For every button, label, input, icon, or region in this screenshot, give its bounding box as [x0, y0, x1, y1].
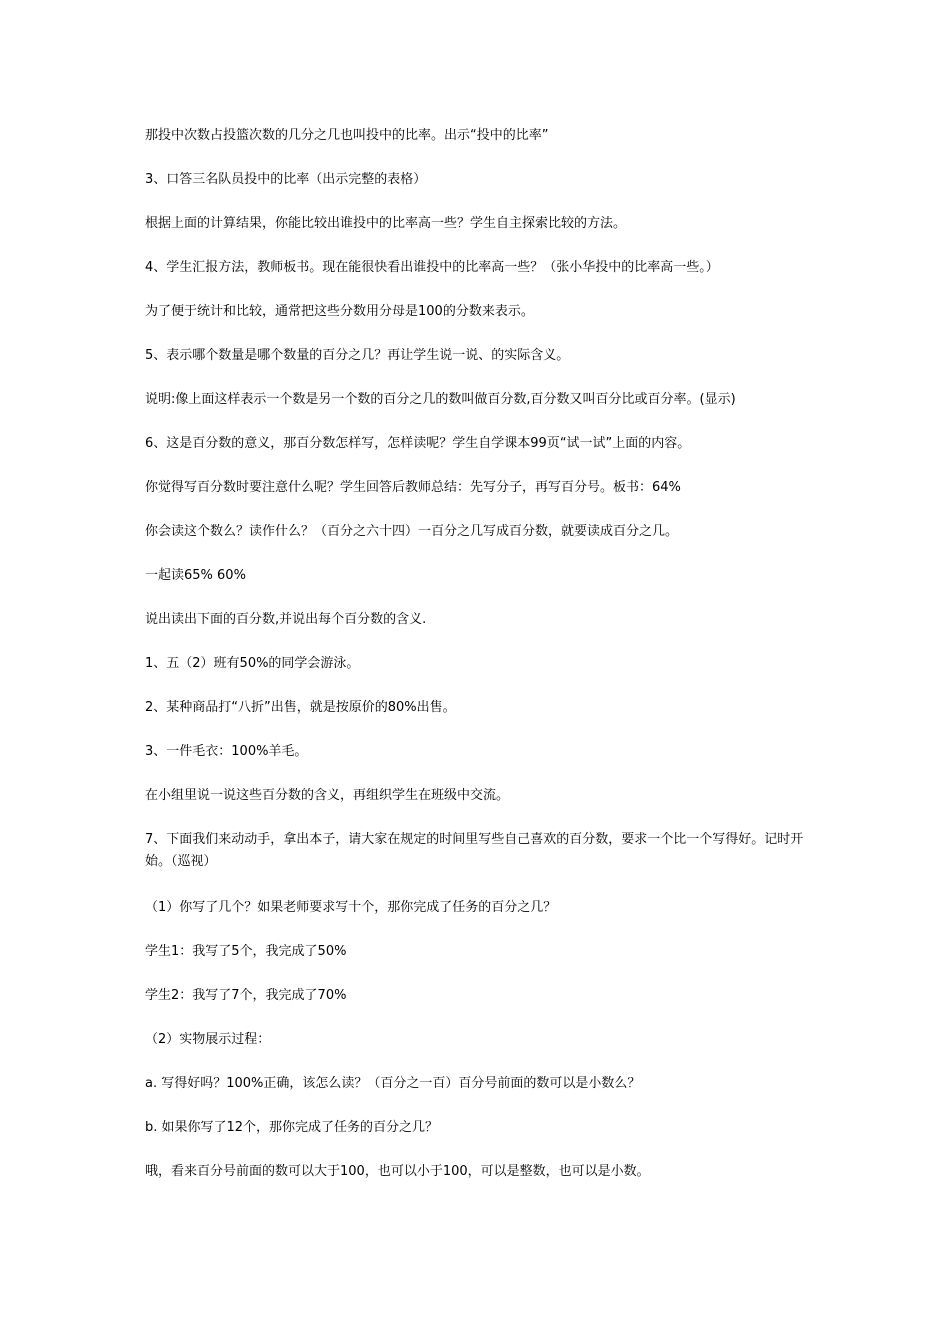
paragraph-24: 哦，看来百分号前面的数可以大于100，也可以小于100，可以是整数，也可以是小数。: [145, 1164, 650, 1179]
paragraph-7: 说明:像上面这样表示一个数是另一个数的百分之几的数叫做百分数,百分数又叫百分比或百分率。(显示): [145, 392, 736, 407]
paragraph-11: 一起读65% 60%: [145, 568, 246, 583]
paragraph-10: 你会读这个数么？读作什么？（百分之六十四）一百分之几写成百分数，就要读成百分之几。: [145, 524, 679, 539]
paragraph-3: 根据上面的计算结果，你能比较出谁投中的比率高一些？学生自主探索比较的方法。: [145, 216, 627, 231]
paragraph-22: a. 写得好吗？100%正确，该怎么读？（百分之一百）百分号前面的数可以是小数么？: [145, 1076, 641, 1091]
paragraph-16: 在小组里说一说这些百分数的含义，再组织学生在班级中交流。: [145, 788, 510, 803]
paragraph-5: 为了便于统计和比较，通常把这些分数用分母是100的分数来表示。: [145, 304, 534, 319]
paragraph-4: 4、学生汇报方法，教师板书。现在能很快看出谁投中的比率高一些？（张小华投中的比率高一些。）: [145, 260, 719, 275]
paragraph-17: 7、下面我们来动动手，拿出本子，请大家在规定的时间里写些自己喜欢的百分数，要求一个比一个写得好。记时开始。（巡视）: [145, 832, 804, 869]
paragraph-14: 2、某种商品打“八折”出售，就是按原价的80%出售。: [145, 700, 456, 715]
paragraph-1: 那投中次数占投篮次数的几分之几也叫投中的比率。出示“投中的比率”: [145, 128, 549, 143]
paragraph-8: 6、这是百分数的意义，那百分数怎样写，怎样读呢？学生自学课本99页“试一试”上面的内容。: [145, 436, 691, 451]
paragraph-2: 3、口答三名队员投中的比率（出示完整的表格）: [145, 172, 427, 187]
paragraph-19: 学生1：我写了5个，我完成了50%: [145, 944, 347, 959]
paragraph-9: 你觉得写百分数时要注意什么呢？学生回答后教师总结：先写分子，再写百分号。板书：64%: [145, 480, 681, 495]
paragraph-6: 5、表示哪个数量是哪个数量的百分之几？再让学生说一说、的实际含义。: [145, 348, 570, 363]
paragraph-21: （2）实物展示过程：: [145, 1032, 271, 1047]
paragraph-23: b. 如果你写了12个，那你完成了任务的百分之几？: [145, 1120, 439, 1135]
paragraph-13: 1、五（2）班有50%的同学会游泳。: [145, 656, 360, 671]
paragraph-12: 说出读出下面的百分数,并说出每个百分数的含义.: [145, 612, 427, 627]
paragraph-15: 3、一件毛衣：100%羊毛。: [145, 744, 308, 759]
paragraph-18: （1）你写了几个？如果老师要求写十个，那你完成了任务的百分之几？: [145, 900, 557, 915]
paragraph-20: 学生2：我写了7个，我完成了70%: [145, 988, 347, 1003]
